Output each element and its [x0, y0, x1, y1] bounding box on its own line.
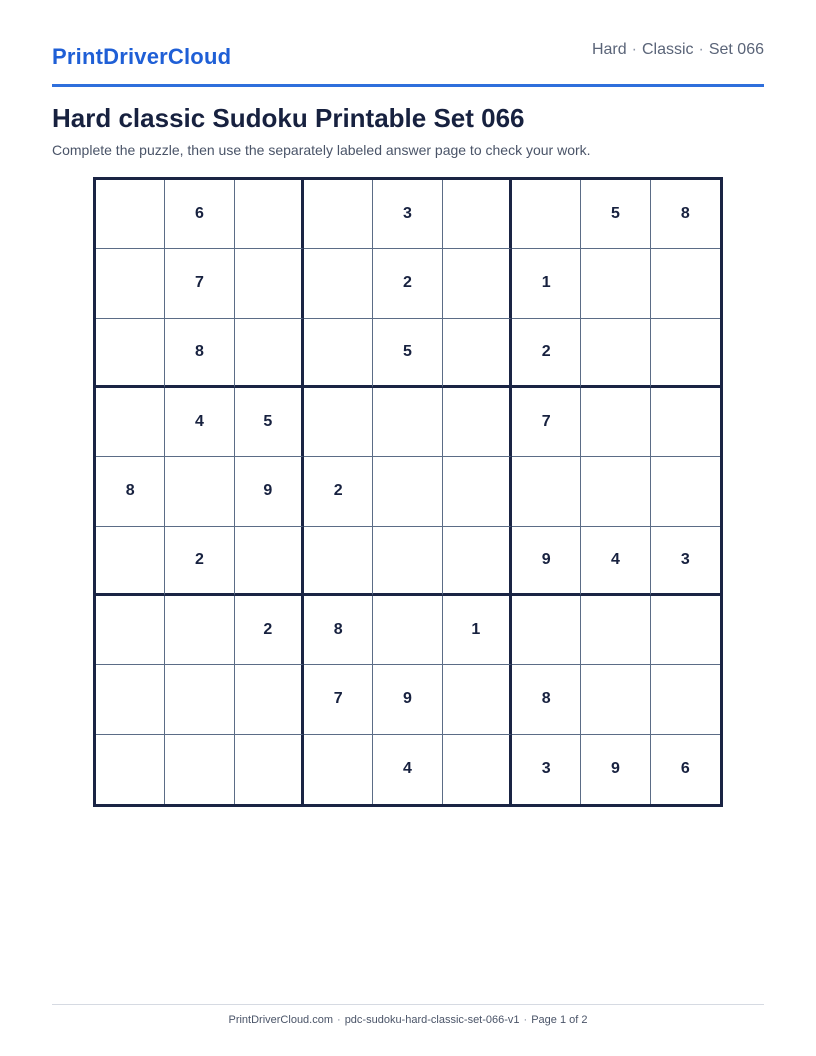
sudoku-cell[interactable]: 8	[165, 319, 234, 388]
sudoku-cell[interactable]	[96, 665, 165, 734]
sudoku-cell[interactable]: 4	[373, 735, 442, 804]
sudoku-cell[interactable]: 5	[235, 388, 304, 457]
sudoku-cell[interactable]	[235, 665, 304, 734]
breadcrumb-set: Set 066	[708, 41, 764, 58]
sudoku-cell[interactable]	[581, 596, 650, 665]
sudoku-cell[interactable]: 6	[165, 180, 234, 249]
sudoku-cell[interactable]	[96, 319, 165, 388]
sudoku-cell[interactable]	[581, 388, 650, 457]
sudoku-cell[interactable]	[651, 457, 720, 526]
sudoku-cell[interactable]: 8	[96, 457, 165, 526]
sudoku-cell[interactable]	[235, 527, 304, 596]
sudoku-cell[interactable]: 2	[235, 596, 304, 665]
sudoku-cell[interactable]: 1	[512, 249, 581, 318]
sudoku-cell[interactable]: 8	[651, 180, 720, 249]
sudoku-cell[interactable]	[165, 665, 234, 734]
sudoku-cell[interactable]	[235, 735, 304, 804]
sudoku-cell[interactable]	[443, 388, 512, 457]
sudoku-cell[interactable]: 5	[373, 319, 442, 388]
sudoku-cell[interactable]	[443, 665, 512, 734]
sudoku-cell[interactable]	[443, 527, 512, 596]
sudoku-cell[interactable]: 3	[512, 735, 581, 804]
sudoku-cell[interactable]	[512, 596, 581, 665]
sudoku-cell[interactable]	[651, 665, 720, 734]
page-header	[52, 34, 764, 87]
sudoku-cell[interactable]	[304, 319, 373, 388]
sudoku-cell[interactable]: 3	[373, 180, 442, 249]
sudoku-cell[interactable]: 1	[443, 596, 512, 665]
sudoku-cell[interactable]	[373, 388, 442, 457]
sudoku-cell[interactable]: 7	[304, 665, 373, 734]
sudoku-cell[interactable]	[581, 249, 650, 318]
sudoku-cell[interactable]	[443, 180, 512, 249]
brand-logo[interactable]: PrintDriverCloud	[52, 44, 232, 69]
sudoku-cell[interactable]	[443, 735, 512, 804]
sudoku-cell[interactable]: 7	[512, 388, 581, 457]
sudoku-cell[interactable]	[651, 319, 720, 388]
sudoku-cell[interactable]: 9	[373, 665, 442, 734]
sudoku-cell[interactable]: 8	[304, 596, 373, 665]
sudoku-cell[interactable]: 9	[512, 527, 581, 596]
sudoku-cell[interactable]	[235, 249, 304, 318]
breadcrumb-difficulty: Hard	[591, 41, 627, 58]
breadcrumb-separator: ·	[631, 41, 637, 58]
sudoku-cell[interactable]	[165, 596, 234, 665]
sudoku-cell[interactable]	[373, 527, 442, 596]
sudoku-cell[interactable]	[96, 249, 165, 318]
sudoku-cell[interactable]	[235, 319, 304, 388]
sudoku-cell[interactable]	[443, 249, 512, 318]
sudoku-cell[interactable]	[165, 457, 234, 526]
footer-divider	[52, 1004, 764, 1005]
sudoku-cell[interactable]	[651, 596, 720, 665]
sudoku-cell[interactable]: 5	[581, 180, 650, 249]
sudoku-cell[interactable]	[235, 180, 304, 249]
sudoku-cell[interactable]: 6	[680, 760, 690, 778]
sudoku-grid	[93, 177, 723, 807]
sudoku-cell[interactable]: 9	[235, 457, 304, 526]
sudoku-cell[interactable]	[96, 180, 165, 249]
sudoku-cell[interactable]: 4	[581, 527, 650, 596]
sudoku-cell[interactable]	[96, 735, 165, 804]
sudoku-cell[interactable]: 7	[165, 249, 234, 318]
page-footer	[52, 1014, 764, 1026]
footer-separator: ·	[523, 1014, 528, 1026]
sudoku-cell[interactable]	[96, 527, 165, 596]
sudoku-cell[interactable]: 2	[165, 527, 234, 596]
sudoku-cell[interactable]: 2	[512, 319, 581, 388]
sudoku-cell[interactable]	[512, 180, 581, 249]
sudoku-cell[interactable]	[304, 249, 373, 318]
sudoku-cell[interactable]: 2	[304, 457, 373, 526]
sudoku-cell[interactable]: 8	[512, 665, 581, 734]
sudoku-cell[interactable]	[651, 249, 720, 318]
sudoku-cell[interactable]: 4	[165, 388, 234, 457]
sudoku-cell[interactable]	[581, 457, 650, 526]
sudoku-cell[interactable]	[373, 596, 442, 665]
sudoku-cell[interactable]	[651, 388, 720, 457]
page-title: Hard classic Sudoku Printable Set 066	[52, 103, 525, 133]
footer-doc-id: pdc-sudoku-hard-classic-set-066-v1	[344, 1014, 520, 1026]
sudoku-cell[interactable]	[96, 388, 165, 457]
sudoku-cell[interactable]	[304, 180, 373, 249]
sudoku-cell[interactable]	[165, 735, 234, 804]
breadcrumb	[592, 41, 764, 59]
sudoku-cell[interactable]	[443, 457, 512, 526]
sudoku-cell[interactable]	[304, 388, 373, 457]
footer-site: PrintDriverCloud.com	[228, 1014, 334, 1026]
sudoku-cell[interactable]	[581, 665, 650, 734]
footer-page-label: Page 1 of 2	[531, 1014, 588, 1026]
sudoku-cell[interactable]: 2	[373, 249, 442, 318]
sudoku-cell[interactable]: 3	[651, 527, 720, 596]
sudoku-cell[interactable]	[443, 319, 512, 388]
breadcrumb-style: Classic	[641, 41, 694, 58]
sudoku-cell[interactable]	[512, 457, 581, 526]
page-subtitle: Complete the puzzle, then use the separately labeled answer page to check your work.	[52, 142, 591, 158]
breadcrumb-separator: ·	[698, 41, 704, 58]
sudoku-cell[interactable]	[304, 527, 373, 596]
footer-separator: ·	[337, 1014, 341, 1026]
sudoku-cell[interactable]: 9	[581, 735, 650, 804]
sudoku-cell[interactable]	[96, 596, 165, 665]
sudoku-cell[interactable]	[304, 735, 373, 804]
sudoku-cell[interactable]	[373, 457, 442, 526]
sudoku-cell[interactable]	[581, 319, 650, 388]
